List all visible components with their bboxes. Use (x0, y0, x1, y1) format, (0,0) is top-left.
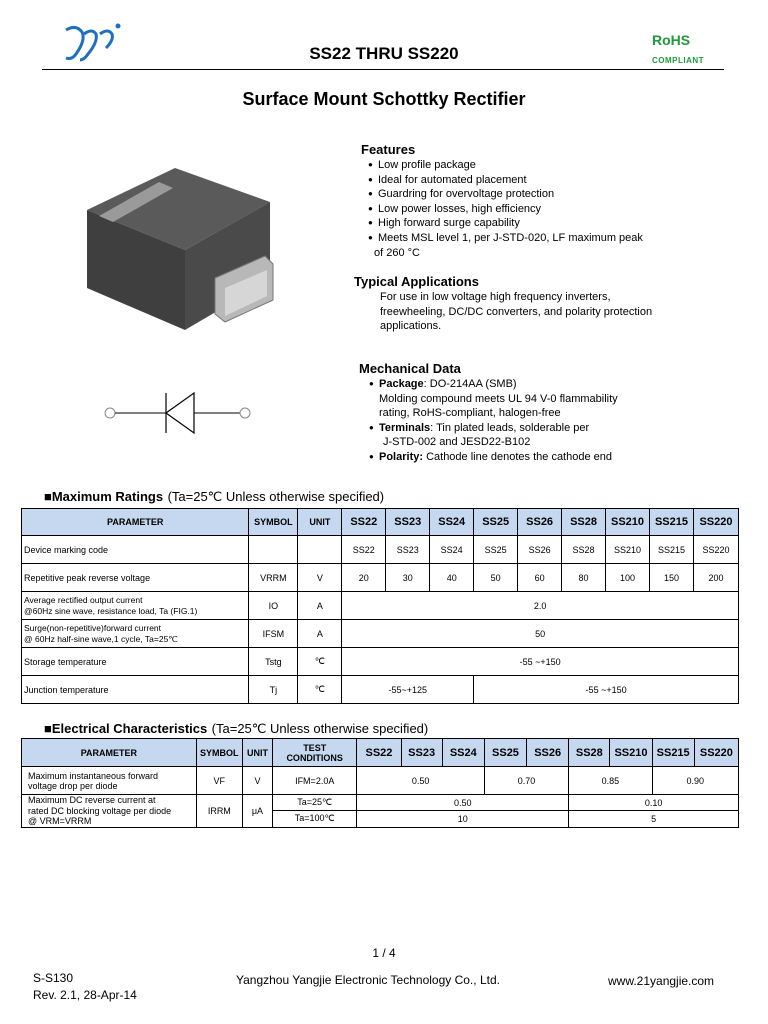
value-cell: 200 (693, 564, 738, 592)
table-header-row (22, 509, 739, 536)
package-value: : DO-214AA (SMB) (423, 378, 517, 390)
applications-line: applications. (380, 320, 442, 333)
value-cell: 50 (474, 564, 518, 592)
condition-cell: IFM=2.0A (273, 767, 357, 795)
value-cell: 30 (386, 564, 430, 592)
feature-item: ● Ideal for automated placement (368, 173, 643, 188)
package-line: rating, RoHS-compliant, halogen-free (379, 407, 561, 420)
company-name: Yangzhou Yangjie Electronic Technology Co., Ltd. (236, 973, 500, 987)
value-cell: SS25 (474, 536, 518, 564)
column-header: SS220 (694, 739, 738, 767)
table-row (22, 620, 739, 648)
column-header: PARAMETER (22, 739, 197, 767)
param-line: Surge(non-repetitive)forward current (24, 622, 162, 633)
symbol-cell: Tstg (249, 648, 298, 676)
mechanical-data: ● Package: DO-214AA (SMB) Molding compound meets UL 94 V-0 flammability rating, RoHS-compliant, halogen-free ● Terminals: Tin plated leads, solderable per J-STD-002 and JESD22-B102 ● Polarity: Cathode line denotes the cathode end (369, 377, 669, 465)
column-header: SS24 (430, 509, 474, 536)
column-header: SYMBOL (249, 509, 298, 536)
column-header: SS22 (342, 509, 386, 536)
column-header: SS210 (610, 739, 652, 767)
value-cell: 2.0 (342, 592, 739, 620)
revision: Rev. 2.1, 28-Apr-14 (33, 988, 137, 1002)
max-ratings-subtitle: (Ta=25℃ Unless otherwise specified) (167, 489, 385, 504)
terminals-value: : Tin plated leads, solderable per (430, 421, 590, 434)
column-header: PARAMETER (22, 509, 249, 536)
symbol-cell: IRRM (196, 795, 242, 828)
value-cell: 100 (606, 564, 650, 592)
symbol-cell: IFSM (249, 620, 298, 648)
feature-item-continued: of 260 °C (374, 247, 420, 259)
column-header: SS23 (386, 509, 430, 536)
column-header: SS25 (474, 509, 518, 536)
mechanical-heading: Mechanical Data (359, 361, 461, 376)
value-cell: SS22 (342, 536, 386, 564)
param-line: @60Hz sine wave, resistance load, Ta (FIG.1) (24, 605, 198, 616)
doc-number: S-S130 (33, 971, 74, 985)
value-cell: 0.50 (357, 795, 569, 811)
column-header: SS26 (527, 739, 569, 767)
value-cell: -55~+125 (342, 676, 474, 704)
symbol-cell: Tj (249, 676, 298, 704)
feature-item: ● Low profile package (368, 158, 643, 173)
features-list (368, 158, 643, 246)
table-row (22, 767, 739, 795)
unit-cell: A (298, 620, 342, 648)
smb-package-icon (75, 160, 290, 335)
column-header: TEST CONDITIONS (273, 739, 357, 767)
applications-text (380, 290, 652, 334)
param-cell: Junction temperature (22, 676, 249, 704)
unit-cell: μA (242, 795, 272, 828)
unit-cell: ℃ (298, 648, 342, 676)
feature-item: ● Guardring for overvoltage protection (368, 187, 643, 202)
symbol-cell: VF (196, 767, 242, 795)
table-row (22, 536, 739, 564)
symbol-cell: IO (249, 592, 298, 620)
value-cell: 80 (562, 564, 606, 592)
column-header: SS215 (650, 509, 694, 536)
value-cell: 150 (650, 564, 694, 592)
table-row (22, 592, 739, 620)
param-line: voltage drop per diode (28, 780, 118, 791)
symbol-cell: VRRM (249, 564, 298, 592)
condition-cell: Ta=100℃ (273, 811, 357, 827)
table-row (22, 795, 739, 811)
header-divider (42, 69, 724, 70)
value-cell: 0.85 (569, 767, 652, 795)
column-header: SYMBOL (196, 739, 242, 767)
terminals-line: J-STD-002 and JESD22-B102 (383, 436, 531, 449)
table-row (22, 676, 739, 704)
column-header: SS220 (693, 509, 738, 536)
polarity-value: Cathode line denotes the cathode end (423, 450, 612, 463)
unit-cell: ℃ (298, 676, 342, 704)
column-header: UNIT (242, 739, 272, 767)
column-header: SS28 (562, 509, 606, 536)
max-ratings-title: ■Maximum Ratings (44, 489, 164, 504)
column-header: SS210 (606, 509, 650, 536)
param-line: rated DC blocking voltage per diode (28, 805, 172, 816)
param-cell: Device marking code (22, 536, 249, 564)
value-cell: 50 (342, 620, 739, 648)
param-cell: Storage temperature (22, 648, 249, 676)
param-line: Maximum DC reverse current at (28, 795, 156, 805)
param-cell (22, 795, 197, 828)
value-cell: 0.90 (652, 767, 738, 795)
company-url: www.21yangjie.com (608, 974, 715, 988)
column-header: SS28 (569, 739, 610, 767)
column-header: SS215 (652, 739, 694, 767)
column-header: SS25 (484, 739, 526, 767)
electrical-subtitle: (Ta=25℃ Unless otherwise specified) (211, 721, 429, 736)
unit-cell: A (298, 592, 342, 620)
param-cell: Repetitive peak reverse voltage (22, 564, 249, 592)
diode-symbol-icon (100, 385, 260, 440)
package-label: Package (379, 378, 424, 390)
value-cell: 10 (357, 811, 569, 827)
column-header: SS26 (518, 509, 562, 536)
value-cell: SS210 (606, 536, 650, 564)
electrical-title: ■Electrical Characteristics (44, 721, 208, 736)
value-cell: 0.50 (357, 767, 485, 795)
value-cell: 60 (518, 564, 562, 592)
unit-cell: V (298, 564, 342, 592)
document-title: SS22 THRU SS220 (309, 44, 459, 63)
features-heading: Features (361, 142, 416, 157)
table-row (22, 564, 739, 592)
value-cell: -55 ~+150 (474, 676, 739, 704)
param-line: Average rectified output current (24, 594, 143, 605)
value-cell: SS215 (650, 536, 694, 564)
feature-item: ● Low power losses, high efficiency (368, 202, 643, 217)
value-cell: SS26 (518, 536, 562, 564)
value-cell: -55 ~+150 (342, 648, 739, 676)
electrical-table (21, 738, 739, 828)
feature-item: ● Meets MSL level 1, per J-STD-020, LF maximum peak (368, 231, 643, 246)
value-cell: SS28 (562, 536, 606, 564)
table-header-row (22, 739, 739, 767)
column-header: SS24 (442, 739, 484, 767)
param-line: Maximum instantaneous forward (28, 770, 159, 781)
value-cell: 20 (342, 564, 386, 592)
value-cell: SS220 (693, 536, 738, 564)
column-header: UNIT (298, 509, 342, 536)
rohs-compliant: COMPLIANT (652, 56, 705, 65)
table-row (22, 648, 739, 676)
package-line: Molding compound meets UL 94 V-0 flammability (379, 392, 618, 405)
column-header: SS22 (357, 739, 401, 767)
applications-line: freewheeling, DC/DC converters, and polarity protection (380, 305, 653, 318)
applications-heading: Typical Applications (354, 274, 479, 289)
value-cell: 0.10 (569, 795, 739, 811)
page-number: 1 / 4 (372, 946, 396, 960)
terminals-label: Terminals (379, 421, 431, 434)
value-cell: SS23 (386, 536, 430, 564)
feature-item: ● High forward surge capability (368, 216, 643, 231)
value-cell: SS24 (430, 536, 474, 564)
condition-cell: Ta=25℃ (273, 795, 357, 811)
column-header: SS23 (401, 739, 442, 767)
max-ratings-table (21, 508, 739, 704)
param-cell (22, 592, 249, 620)
value-cell: 5 (569, 811, 739, 827)
param-line: @ VRM=VRRM (28, 816, 92, 826)
param-cell (22, 620, 249, 648)
param-cell (22, 767, 197, 795)
param-line: @ 60Hz half-sine wave,1 cycle, Ta=25℃ (24, 633, 178, 644)
document-subtitle: Surface Mount Schottky Rectifier (242, 89, 526, 109)
polarity-label: Polarity: (379, 450, 424, 463)
rohs-mark: RoHS (652, 32, 691, 48)
applications-line: For use in low voltage high frequency inverters, (380, 291, 611, 303)
value-cell: 0.70 (484, 767, 568, 795)
unit-cell: V (242, 767, 272, 795)
value-cell: 40 (430, 564, 474, 592)
